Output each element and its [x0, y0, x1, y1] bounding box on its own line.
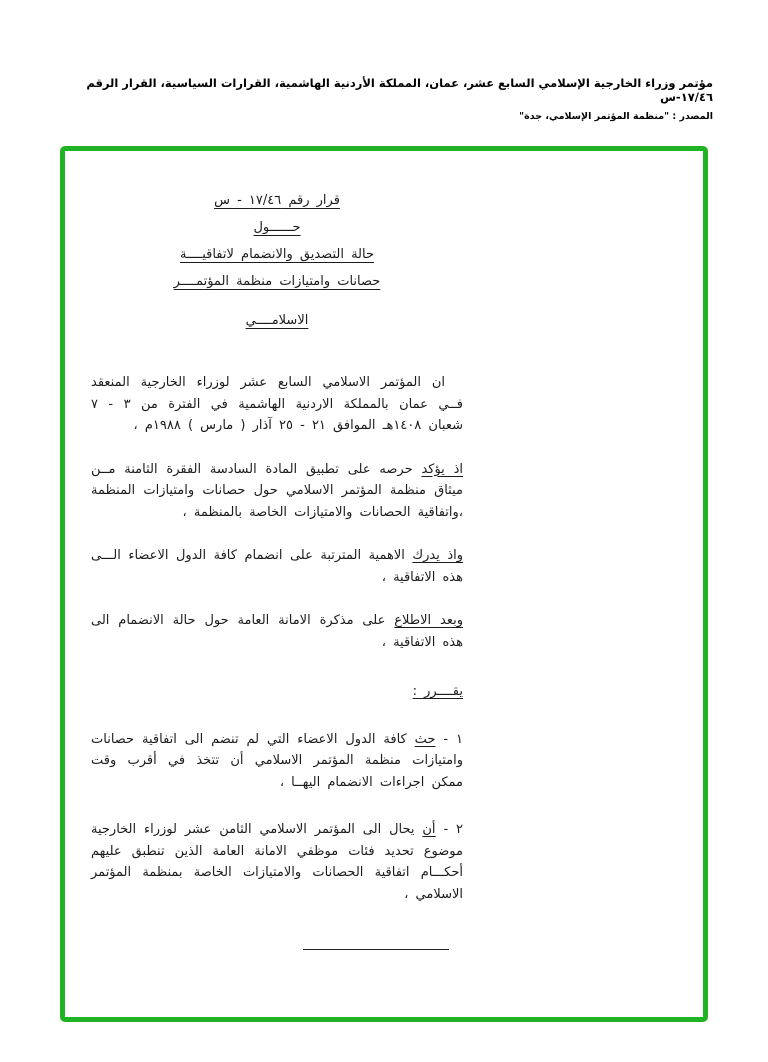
affirming-text: حرصه على تطبيق المادة السادسة الفقرة الثامنة مــن ميثاق منظمة المؤتمر الاسلامي حول حصانات وامتيازات المنظمة ،واتفاقية الحصانات والامتيازات الخاصة بالمنظمة ، — [91, 461, 463, 520]
separator-line — [303, 949, 449, 950]
title-subject-line-2: حصانات وامتيازات منظمة المؤتمــــر — [173, 274, 381, 289]
affirming-lead: اذ يؤكد — [421, 461, 463, 477]
title-subject-line-1: حالة التصديق والانضمام لاتفاقيــــة — [179, 247, 374, 262]
affirming-paragraph — [91, 459, 463, 524]
item-2-text: يحال الى المؤتمر الاسلامي الثامن عشر لوزراء الخارجية موضوع تحديد فئات موظفي الامانة العامة الذين تنطبق عليهم أحكـــام اتفاقية الحصانات والامتيازات الخاصة بمنظمة المؤتمر الاسلامي ، — [91, 822, 463, 902]
resolution-title-block — [91, 189, 463, 336]
resolution-document-body — [91, 189, 463, 950]
decides-label: يقــــرر : — [412, 684, 463, 699]
item-2-lead: أن — [422, 822, 436, 837]
recognizing-lead: واذ يدرك — [412, 548, 463, 563]
item-1-text: كافة الدول الاعضاء التي لم تنضم الى اتفاقية حصانات وامتيازات منظمة المؤتمر الاسلامي أن تتخذ في أقرب وقت ممكن اجراءات الانضمام اليهــا ، — [91, 731, 463, 790]
document-source-header — [55, 76, 713, 122]
decides-heading — [91, 681, 463, 703]
title-about-line: حــــــول — [253, 220, 301, 235]
preamble-paragraph — [91, 372, 463, 437]
recognizing-paragraph — [91, 545, 463, 588]
item-2-number: ٢ - — [443, 822, 463, 837]
recognizing-text: الاهمية المترتبة على انضمام كافة الدول الاعضاء الـــى هذه الاتفاقية ، — [91, 548, 463, 585]
resolution-item-1 — [91, 729, 463, 794]
title-subject-line-3: الاسلامــــي — [245, 313, 309, 328]
item-1-number: ١ - — [443, 731, 463, 747]
source-publisher-line: المصدر : "منظمة المؤتمر الإسلامي، جدة" — [519, 111, 713, 122]
preamble-text: ان المؤتمر الاسلامي السابع عشر لوزراء الخارجية المنعقد فــي عمان بالمملكة الاردنية الهاشمية في الفترة من ٣ - ٧ شعبان ١٤٠٨هـ الموافق ٢١ - ٢٥ آذار ( مارس ) ١٩٨٨م ، — [91, 375, 463, 433]
resolution-item-2 — [91, 819, 463, 905]
resolution-number-line: قرار رقم ١٧/٤٦ - س — [214, 193, 340, 208]
having-reviewed-paragraph — [91, 610, 463, 653]
having-reviewed-lead: وبعد الاطلاع — [394, 613, 464, 628]
item-1-lead: حث — [414, 731, 436, 747]
green-border-frame — [60, 146, 708, 1022]
having-reviewed-text: على مذكرة الامانة العامة حول حالة الانضمام الى هذه الاتفاقية ، — [91, 613, 463, 650]
source-citation-line: مؤتمر وزراء الخارجية الإسلامي السابع عشر، عمان، المملكة الأردنية الهاشمية، القرارات السياسية، القرار الرقم ١٧/٤٦-س — [86, 76, 713, 104]
